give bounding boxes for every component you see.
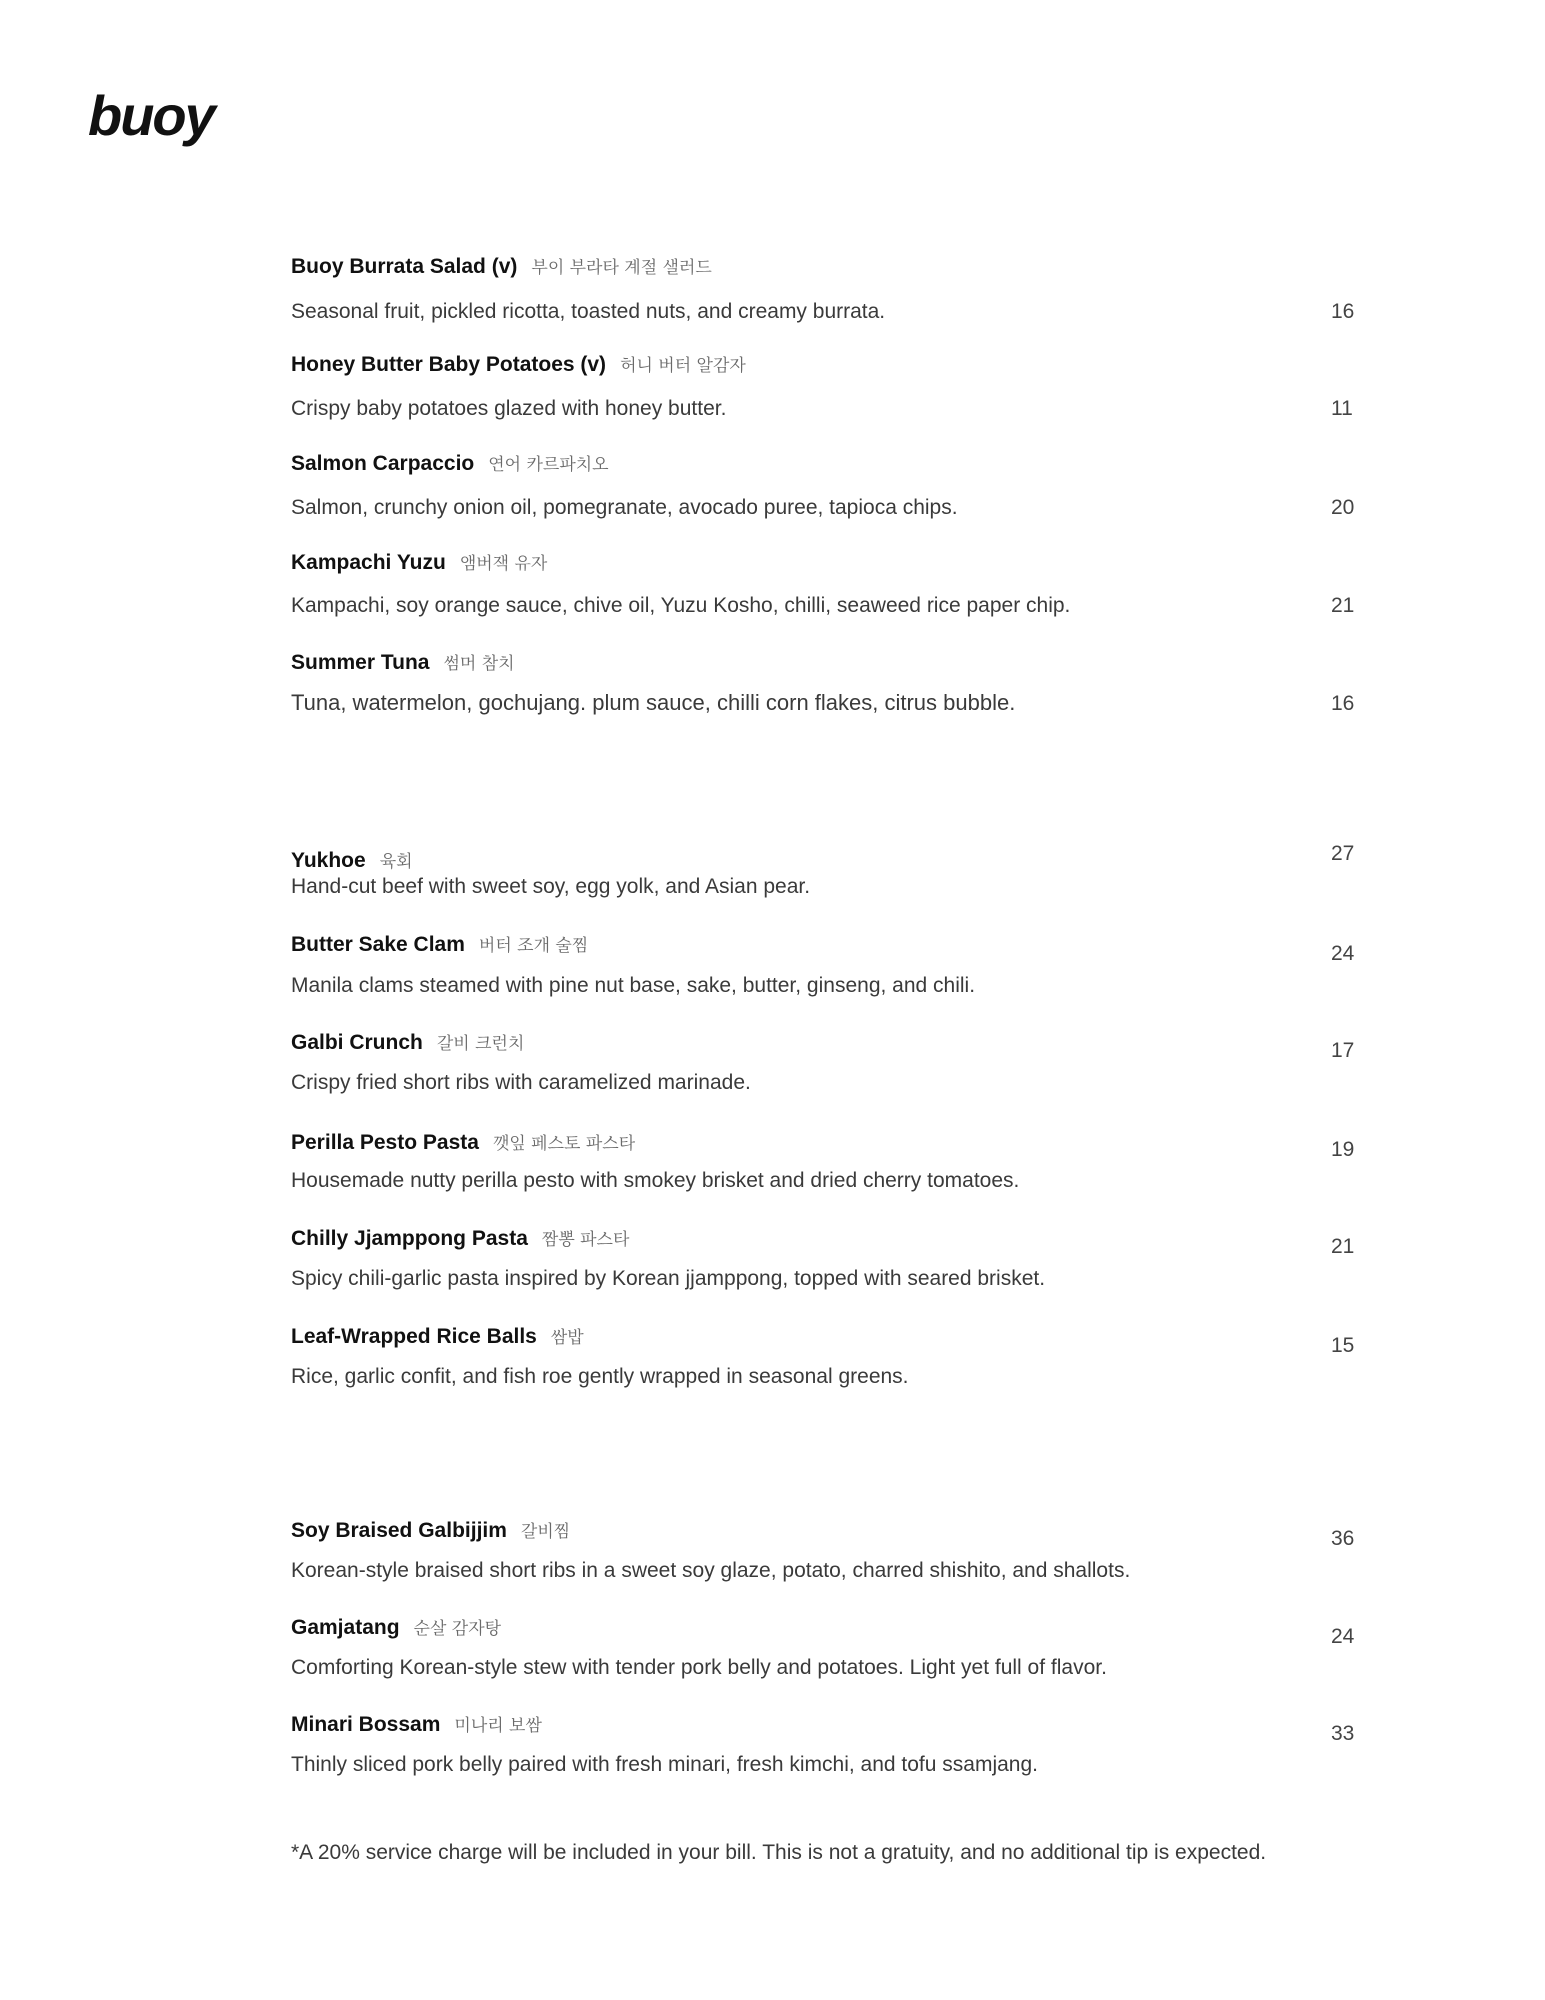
menu-item-price: 19 — [1331, 1138, 1355, 1161]
menu-item-name: Summer Tuna — [291, 651, 430, 674]
service-charge-note: *A 20% service charge will be included in your bill. This is not a gratuity, and no additional tip is expected. — [291, 1841, 1267, 1864]
menu-item-price: 11 — [1331, 397, 1353, 420]
menu-item-heading — [291, 1132, 635, 1153]
menu-item-name: Perilla Pesto Pasta — [291, 1131, 479, 1154]
menu-item-name: Gamjatang — [291, 1616, 400, 1639]
menu-item-heading — [291, 354, 746, 375]
menu-item-description: Rice, garlic confit, and fish roe gently wrapped in seasonal greens. — [291, 1365, 909, 1388]
menu-item-korean-name: 앰버잭 유자 — [459, 554, 548, 574]
menu-item-heading — [291, 1617, 501, 1638]
menu-item-description: Kampachi, soy orange sauce, chive oil, Yuzu Kosho, chilli, seaweed rice paper chip. — [291, 594, 1071, 617]
menu-item-description: Seasonal fruit, pickled ricotta, toasted nuts, and creamy burrata. — [291, 300, 886, 323]
menu-item-description: Tuna, watermelon, gochujang. plum sauce, chilli corn flakes, citrus bubble. — [291, 690, 1016, 715]
menu-item-description: Manila clams steamed with pine nut base, sake, butter, ginseng, and chili. — [291, 974, 976, 997]
menu-item-description: Thinly sliced pork belly paired with fresh minari, fresh kimchi, and tofu ssamjang. — [291, 1753, 1038, 1776]
menu-item-price: 15 — [1331, 1334, 1355, 1357]
menu-item-description: Salmon, crunchy onion oil, pomegranate, avocado puree, tapioca chips. — [291, 496, 958, 519]
menu-item-heading — [291, 850, 413, 871]
menu-item-heading — [291, 934, 588, 955]
menu-item-heading — [291, 652, 515, 673]
menu-item-heading — [291, 1714, 542, 1735]
menu-item-name: Galbi Crunch — [291, 1031, 423, 1054]
menu-item-price: 21 — [1331, 1235, 1355, 1258]
menu-item-name: Kampachi Yuzu — [291, 551, 446, 574]
menu-item-name: Minari Bossam — [291, 1713, 441, 1736]
restaurant-logo: buoy — [88, 84, 214, 147]
menu-item-korean-name: 허니 버터 알감자 — [620, 356, 746, 376]
menu-item-name: Yukhoe — [291, 849, 366, 872]
menu-item-heading — [291, 1032, 524, 1053]
menu-item-description: Housemade nutty perilla pesto with smokey brisket and dried cherry tomatoes. — [291, 1169, 1020, 1192]
menu-item-korean-name: 갈비찜 — [520, 1522, 571, 1542]
menu-item-price: 36 — [1331, 1527, 1355, 1550]
menu-item-name: Leaf-Wrapped Rice Balls — [291, 1325, 537, 1348]
menu-item-korean-name: 미나리 보쌈 — [454, 1716, 542, 1736]
menu-item-heading — [291, 1520, 570, 1541]
menu-item-korean-name: 썸머 참치 — [443, 654, 515, 674]
menu-item-name: Soy Braised Galbijjim — [291, 1519, 507, 1542]
menu-item-description: Hand-cut beef with sweet soy, egg yolk, and Asian pear. — [291, 875, 811, 898]
menu-item-name: Salmon Carpaccio — [291, 452, 475, 475]
menu-item-price: 16 — [1331, 692, 1355, 715]
menu-item-korean-name: 쌈밥 — [550, 1328, 584, 1348]
menu-item-price: 21 — [1331, 594, 1355, 617]
menu-item-price: 24 — [1331, 1625, 1355, 1648]
menu-item-description: Crispy baby potatoes glazed with honey butter. — [291, 397, 727, 420]
menu-item-korean-name: 순살 감자탕 — [413, 1619, 502, 1639]
menu-item-heading — [291, 552, 547, 573]
menu-item-price: 20 — [1331, 496, 1355, 519]
menu-item-description: Spicy chili-garlic pasta inspired by Korean jjamppong, topped with seared brisket. — [291, 1267, 1046, 1290]
menu-item-name: Butter Sake Clam — [291, 933, 465, 956]
menu-item-price: 17 — [1331, 1039, 1355, 1062]
menu-item-korean-name: 깻잎 페스토 파스타 — [492, 1134, 636, 1154]
menu-item-name: Honey Butter Baby Potatoes (v) — [291, 353, 607, 376]
menu-item-heading — [291, 453, 609, 474]
menu-item-korean-name: 짬뽕 파스타 — [541, 1230, 630, 1250]
menu-item-description: Comforting Korean-style stew with tender pork belly and potatoes. Light yet full of flavor. — [291, 1656, 1107, 1679]
menu-item-price: 24 — [1331, 942, 1355, 965]
menu-item-heading — [291, 1228, 629, 1249]
menu-item-heading — [291, 1326, 584, 1347]
menu-item-name: Chilly Jjamppong Pasta — [291, 1227, 528, 1250]
menu-item-korean-name: 육회 — [379, 852, 413, 872]
menu-item-price: 33 — [1331, 1722, 1355, 1745]
menu-item-heading — [291, 256, 712, 277]
menu-item-korean-name: 연어 카르파치오 — [488, 455, 609, 475]
menu-item-price: 16 — [1331, 300, 1355, 323]
menu-item-price: 27 — [1331, 842, 1355, 865]
menu-item-korean-name: 부이 부라타 계절 샐러드 — [531, 258, 712, 278]
menu-item-description: Crispy fried short ribs with caramelized marinade. — [291, 1071, 751, 1094]
menu-item-korean-name: 버터 조개 술찜 — [478, 936, 589, 956]
menu-item-korean-name: 갈비 크런치 — [436, 1034, 525, 1054]
menu-item-description: Korean-style braised short ribs in a sweet soy glaze, potato, charred shishito, and shallots. — [291, 1559, 1131, 1582]
menu-item-name: Buoy Burrata Salad (v) — [291, 255, 518, 278]
